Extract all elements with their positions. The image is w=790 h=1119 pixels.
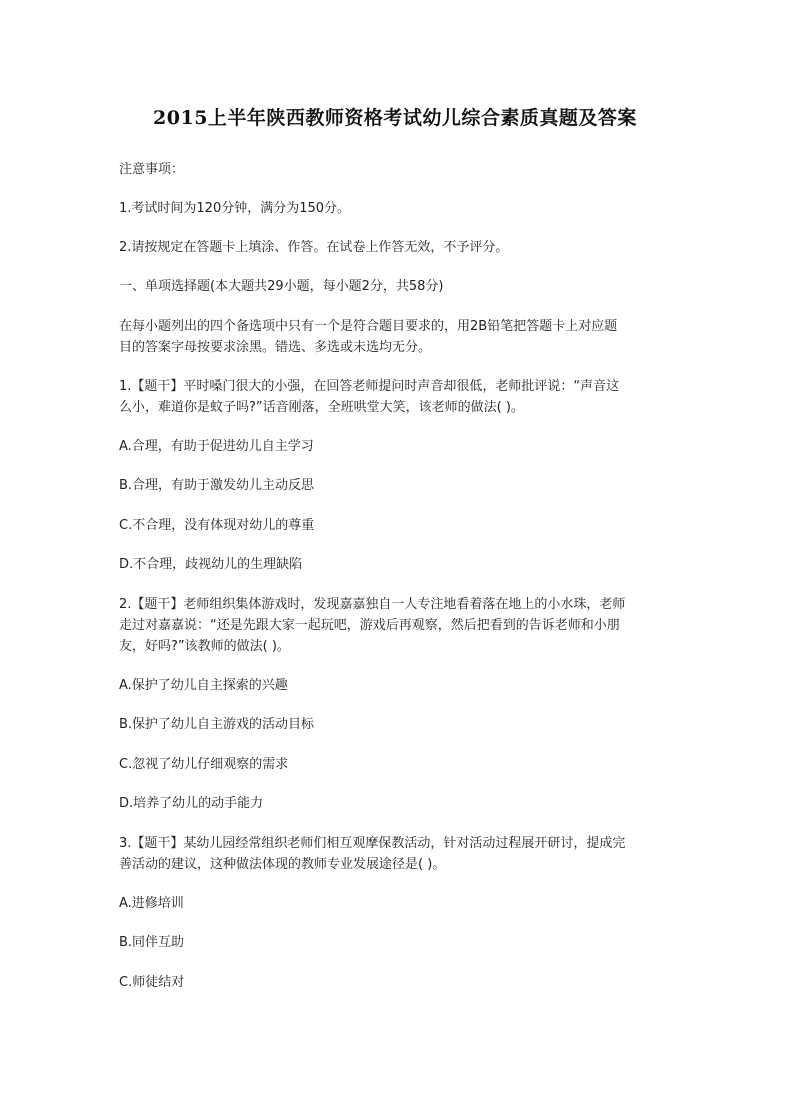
question-1-option-b: B.合理，有助于激发幼儿主动反思 (119, 478, 315, 493)
question-2-stem-line-2: 走过对嘉嘉说：“还是先跟大家一起玩吧，游戏后再观察，然后把看到的告诉老师和小朋 (119, 618, 620, 633)
question-3-option-a: A.进修培训 (119, 896, 184, 911)
section-instructions-line-1: 在每小题列出的四个备选项中只有一个是符合题目要求的，用2B铅笔把答题卡上对应题 (119, 319, 618, 334)
question-2-option-a: A.保护了幼儿自主探索的兴趣 (119, 678, 288, 693)
question-1-option-c: C.不合理，没有体现对幼儿的尊重 (119, 518, 315, 533)
question-2-stem-line-1: 2.【题干】老师组织集体游戏时，发现嘉嘉独自一人专注地看着落在地上的小水珠，老师 (119, 597, 626, 612)
question-3-option-b: B.同伴互助 (119, 935, 185, 950)
notice-item-2: 2.请按规定在答题卡上填涂、作答。在试卷上作答无效，不予评分。 (119, 240, 509, 255)
notice-heading: 注意事项： (119, 162, 185, 177)
section-heading: 一、单项选择题(本大题共29小题，每小题2分，共58分) (119, 279, 444, 294)
question-2-option-b: B.保护了幼儿自主游戏的活动目标 (119, 717, 315, 732)
notice-item-1: 1.考试时间为120分钟，满分为150分。 (119, 201, 351, 216)
question-3-option-c: C.师徒结对 (119, 975, 185, 990)
question-3-stem-line-2: 善活动的建议，这种做法体现的教师专业发展途径是( )。 (119, 857, 446, 872)
question-2-stem-line-3: 友，好吗?”该教师的做法( )。 (119, 639, 290, 654)
section-instructions-line-2: 目的答案字母按要求涂黑。错选、多选或未选均无分。 (119, 340, 432, 355)
question-3-stem-line-1: 3.【题干】某幼儿园经常组织老师们相互观摩保教活动，针对活动过程展开研讨，提成完 (119, 836, 626, 851)
question-2-option-d: D.培养了幼儿的动手能力 (119, 796, 264, 811)
question-1-stem-line-2: 么小，难道你是蚊子吗?”话音刚落，全班哄堂大笑，该老师的做法( )。 (119, 400, 524, 415)
document-title: 2015上半年陕西教师资格考试幼儿综合素质真题及答案 (153, 107, 637, 129)
question-1-option-a: A.合理，有助于促进幼儿自主学习 (119, 439, 314, 454)
question-2-option-c: C.忽视了幼儿仔细观察的需求 (119, 757, 289, 772)
question-1-option-d: D.不合理，歧视幼儿的生理缺陷 (119, 557, 303, 572)
question-1-stem-line-1: 1.【题干】平时嗓门很大的小强，在回答老师提问时声音却很低，老师批评说：“声音这 (119, 379, 620, 394)
